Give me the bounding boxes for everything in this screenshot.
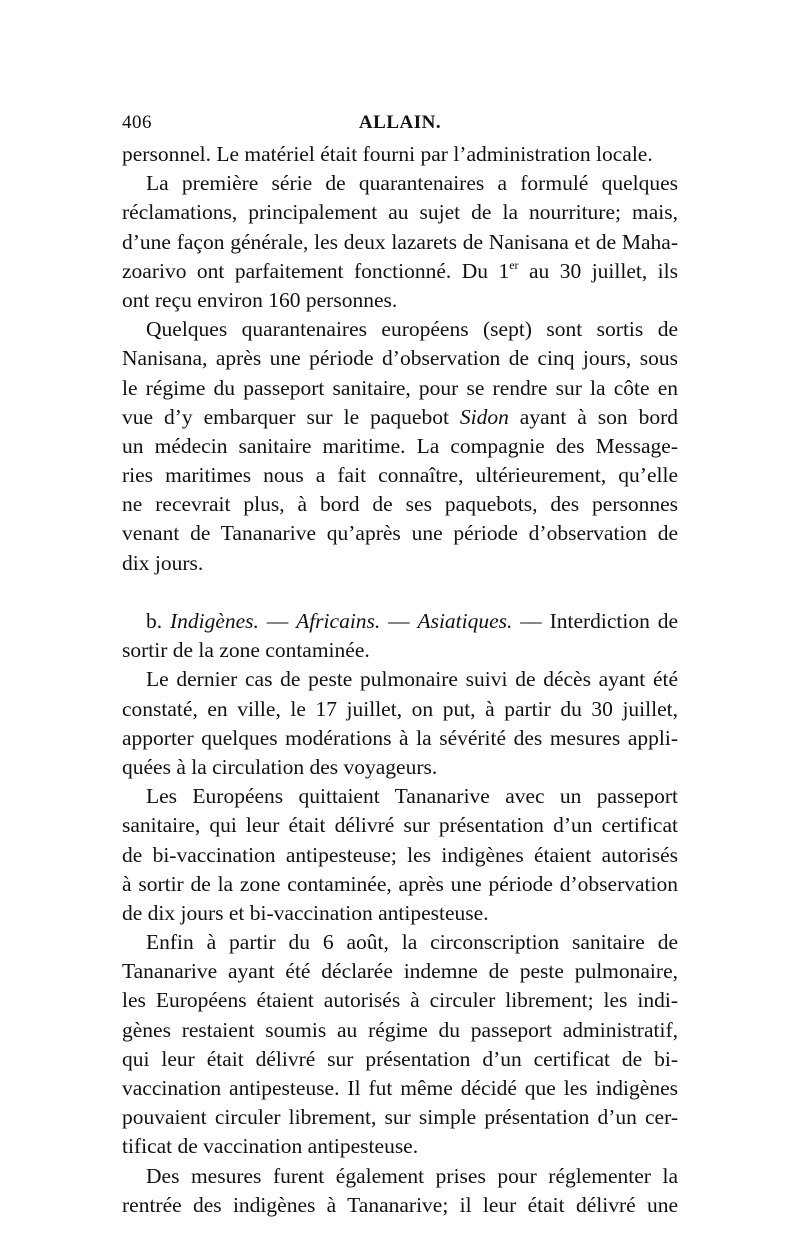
page-number: 406 <box>122 112 152 133</box>
paragraph <box>122 169 678 315</box>
text-line: tificat de vaccination antipesteuse. <box>122 1134 419 1159</box>
text-line: à sortir de la zone contaminée, après une période d’observation <box>122 871 678 896</box>
text-line: apporter quelques modérations à la sévérité des mesures appli- <box>122 725 678 750</box>
ship-name: Sidon <box>459 404 509 429</box>
text-line: pouvaient circuler librement, sur simple présentation d’un cer- <box>122 1105 678 1130</box>
heading-italic: Africains. <box>296 609 381 633</box>
text-line: Des mesures furent également prises pour réglementer la <box>146 1163 678 1188</box>
text-line <box>122 607 678 636</box>
text-fragment: zoarivo ont parfaitement fonctionné. Du 1 <box>122 258 510 283</box>
paragraph <box>122 315 678 578</box>
text-line: personnel. Le matériel était fourni par l’administration locale. <box>122 142 653 166</box>
text-line: Enfin à partir du 6 août, la circonscription sanitaire de <box>146 930 678 955</box>
text-line: réclamations, principalement au sujet de la nourriture; mais, <box>122 200 678 225</box>
heading-italic: Asiatiques. <box>417 609 513 633</box>
text-line: gènes restaient soumis au régime du passeport administratif, <box>122 1017 678 1042</box>
text-line: venant de Tananarive qu’après une période d’observation de <box>122 521 678 546</box>
text-line: dix jours. <box>122 550 204 575</box>
text-line: constaté, en ville, le 17 juillet, on put, à partir du 30 juillet, <box>122 696 678 721</box>
book-page <box>122 112 678 1220</box>
paragraph <box>122 140 678 169</box>
page-header <box>122 112 678 140</box>
section-letter: b. <box>146 609 170 633</box>
text-line: rentrée des indigènes à Tananarive; il leur était délivré une <box>122 1192 678 1217</box>
text-fragment: — Interdiction de <box>512 609 678 633</box>
text-line: qui leur était délivré sur présentation d’un certificat de bi- <box>122 1046 678 1071</box>
text-line <box>122 403 678 432</box>
text-line: sortir de la zone contaminée. <box>122 638 370 663</box>
paragraph <box>122 782 678 928</box>
text-line: La première série de quarantenaires a formulé quelques <box>146 171 678 196</box>
text-line: quées à la circulation des voyageurs. <box>122 754 438 779</box>
text-line: Tananarive ayant été déclarée indemne de peste pulmonaire, <box>122 959 678 984</box>
text-line: d’une façon générale, les deux lazarets de Nanisana et de Maha- <box>122 229 678 254</box>
text-fragment: vue d’y embarquer sur le paquebot <box>122 404 460 429</box>
section-heading <box>122 607 678 665</box>
text-line: ont reçu environ 160 personnes. <box>122 287 398 312</box>
text-line: le régime du passeport sanitaire, pour se rendre sur la côte en <box>122 375 678 400</box>
text-line: vaccination antipesteuse. Il fut même décidé que les indigènes <box>122 1076 678 1100</box>
text-line: de bi-vaccination antipesteuse; les indigènes étaient autorisés <box>122 842 678 867</box>
text-line: Le dernier cas de peste pulmonaire suivi de décès ayant été <box>146 667 678 692</box>
text-line: un médecin sanitaire maritime. La compagnie des Message- <box>122 433 678 458</box>
body-text <box>122 140 678 1220</box>
text-line: de dix jours et bi-vaccination antipesteuse. <box>122 900 489 925</box>
heading-italic: Indigènes. <box>169 609 259 633</box>
text-line: ries maritimes nous a fait connaître, ultérieurement, qu’elle <box>122 463 678 488</box>
text-line: Quelques quarantenaires européens (sept) sont sortis de <box>146 317 678 342</box>
superscript: er <box>509 257 519 272</box>
text-line: Les Européens quittaient Tananarive avec un passeport <box>146 784 678 809</box>
dash: — <box>258 609 297 633</box>
running-head: ALLAIN. <box>358 112 442 133</box>
text-line: ne recevrait plus, à bord de ses paquebots, des personnes <box>122 492 678 517</box>
text-line: les Européens étaient autorisés à circuler librement; les indi- <box>122 988 678 1013</box>
dash: — <box>380 609 418 633</box>
paragraph <box>122 1162 678 1220</box>
paragraph-gap <box>122 578 678 607</box>
text-line <box>122 257 678 286</box>
text-line: sanitaire, qui leur était délivré sur présentation d’un certificat <box>122 813 678 838</box>
text-line: Nanisana, après une période d’observation de cinq jours, sous <box>122 346 678 371</box>
text-fragment: au 30 juillet, ils <box>518 258 678 283</box>
paragraph <box>122 928 678 1162</box>
paragraph <box>122 665 678 782</box>
text-fragment: ayant à son bord <box>508 404 678 429</box>
